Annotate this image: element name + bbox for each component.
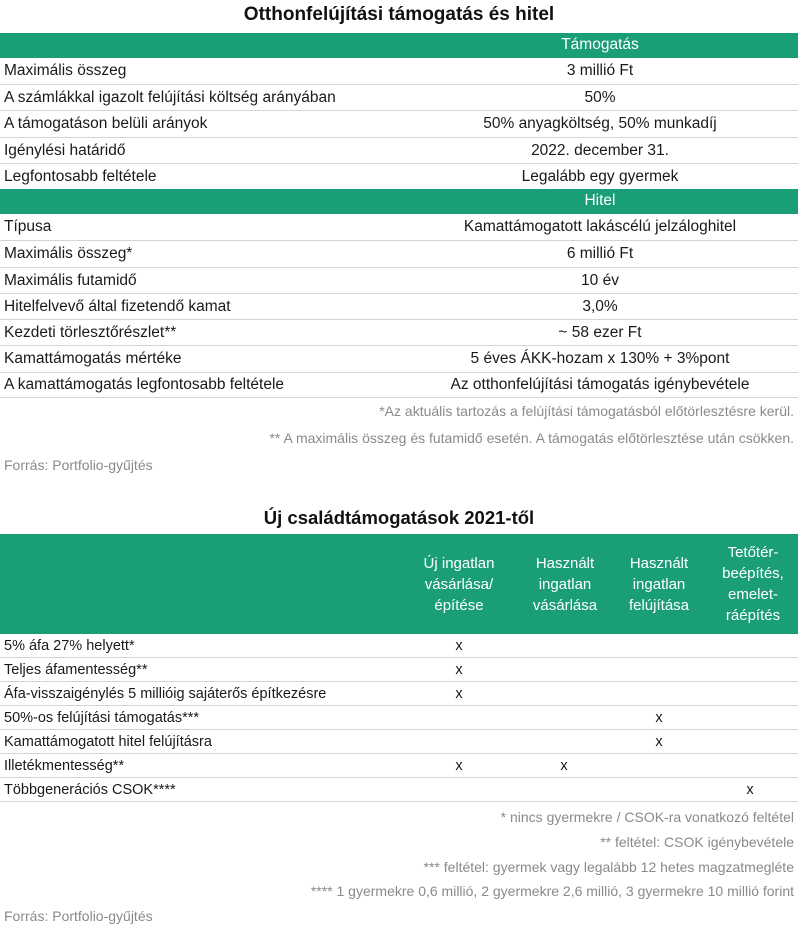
row-value: Legalább egy gyermek bbox=[521, 167, 679, 185]
row-label: Áfa-visszaigénylés 5 millióig sajáterős építkezésre bbox=[4, 685, 327, 702]
row-value: 3 millió Ft bbox=[566, 62, 634, 79]
row-label: Teljes áfamentesség** bbox=[4, 661, 148, 678]
table1-row bbox=[0, 58, 798, 84]
row-label: A kamattámogatás legfontosabb feltétele bbox=[4, 376, 285, 393]
check-mark: x bbox=[655, 733, 663, 750]
section-header-tamogatas bbox=[0, 33, 798, 58]
table1-row bbox=[0, 319, 798, 345]
check-mark: x bbox=[560, 757, 568, 774]
row-label: A támogatáson belüli arányok bbox=[4, 115, 208, 132]
table1-title: Otthonfelújítási támogatás és hitel bbox=[243, 4, 555, 25]
row-value: Az otthonfelújítási támogatás igénybevétele bbox=[450, 376, 750, 393]
table1-row bbox=[0, 84, 798, 110]
row-label: Kamattámogatás mértéke bbox=[4, 350, 182, 367]
table1-row bbox=[0, 214, 798, 240]
table2-header bbox=[0, 534, 798, 634]
source-note: Forrás: Portfolio-gyűjtés bbox=[4, 457, 153, 473]
check-mark: x bbox=[455, 637, 463, 654]
row-value: 50% bbox=[584, 88, 616, 106]
table1-row bbox=[0, 240, 798, 267]
row-value: Kamattámogatott lakáscélú jelzáloghitel bbox=[463, 218, 737, 235]
table2-row bbox=[0, 778, 798, 802]
column-header-used-purchase: Használt ingatlan vásárlása bbox=[532, 554, 598, 614]
row-label: Maximális összeg* bbox=[4, 245, 133, 262]
footnote: *** feltétel: gyermek vagy legalább 12 hetes magzatmegléte bbox=[423, 859, 794, 875]
table2-row bbox=[0, 658, 798, 682]
table2-row bbox=[0, 682, 798, 706]
row-label: Hitelfelvevő által fizetendő kamat bbox=[4, 297, 231, 315]
row-value: 50% anyagköltség, 50% munkadíj bbox=[483, 115, 717, 132]
table1-row bbox=[0, 110, 798, 137]
table1-row bbox=[0, 345, 798, 372]
row-label: Többgenerációs CSOK**** bbox=[4, 781, 176, 798]
table1-row bbox=[0, 267, 798, 293]
row-value: ~ 58 ezer Ft bbox=[558, 323, 642, 341]
row-label: Maximális összeg bbox=[4, 62, 127, 79]
section-header-hitel bbox=[0, 189, 798, 214]
column-header-attic: Tetőtér- beépítés, emelet- ráépítés bbox=[722, 544, 784, 624]
footnote: **** 1 gyermekre 0,6 millió, 2 gyermekre 2,6 millió, 3 gyermekre 10 millió forint bbox=[310, 883, 794, 899]
row-value: 5 éves ÁKK-hozam x 130% + 3%pont bbox=[470, 350, 730, 367]
row-label: Kezdeti törlesztőrészlet** bbox=[4, 323, 177, 341]
row-label: Maximális futamidő bbox=[4, 271, 137, 289]
table2-row bbox=[0, 706, 798, 730]
row-label: 5% áfa 27% helyett* bbox=[4, 637, 135, 654]
table2-title: Új családtámogatások 2021-től bbox=[263, 507, 535, 528]
row-label: Legfontosabb feltétele bbox=[4, 167, 157, 185]
footnote: ** feltétel: CSOK igénybevétele bbox=[600, 834, 794, 850]
row-label: 50%-os felújítási támogatás*** bbox=[4, 709, 200, 726]
table2-row bbox=[0, 730, 798, 754]
row-value: 3,0% bbox=[582, 297, 618, 315]
check-mark: x bbox=[746, 781, 754, 798]
table1-row bbox=[0, 293, 798, 319]
row-label: Típusa bbox=[4, 218, 52, 235]
row-value: 2022. december 31. bbox=[531, 141, 669, 159]
row-label: Kamattámogatott hitel felújításra bbox=[4, 733, 212, 750]
row-value: 6 millió Ft bbox=[566, 245, 634, 262]
check-mark: x bbox=[455, 757, 463, 774]
check-mark: x bbox=[455, 685, 463, 702]
column-header-used-renovation: Használt ingatlan felújítása bbox=[628, 554, 690, 614]
source-note: Forrás: Portfolio-gyűjtés bbox=[4, 908, 153, 924]
row-label: Illetékmentesség** bbox=[4, 757, 125, 774]
section-header-label: Hitel bbox=[584, 192, 616, 209]
table1-row bbox=[0, 163, 798, 189]
row-label: Igénylési határidő bbox=[4, 141, 126, 159]
column-header-new-property: Új ingatlan vásárlása/ építése bbox=[423, 554, 495, 614]
table1-row bbox=[0, 372, 798, 398]
footnote: ** A maximális összeg és futamidő esetén. A támogatás előtörlesztése után csökken. bbox=[269, 430, 794, 446]
footnote: *Az aktuális tartozás a felújítási támogatásból előtörlesztésre kerül. bbox=[379, 403, 794, 419]
check-mark: x bbox=[455, 661, 463, 678]
check-mark: x bbox=[655, 709, 663, 726]
row-value: 10 év bbox=[581, 271, 619, 289]
table1-row bbox=[0, 137, 798, 163]
footnote: * nincs gyermekre / CSOK-ra vonatkozó feltétel bbox=[500, 809, 794, 825]
row-label: A számlákkal igazolt felújítási költség arányában bbox=[4, 88, 336, 106]
table2-row bbox=[0, 754, 798, 778]
table2-row bbox=[0, 634, 798, 658]
section-header-label: Támogatás bbox=[561, 36, 639, 53]
